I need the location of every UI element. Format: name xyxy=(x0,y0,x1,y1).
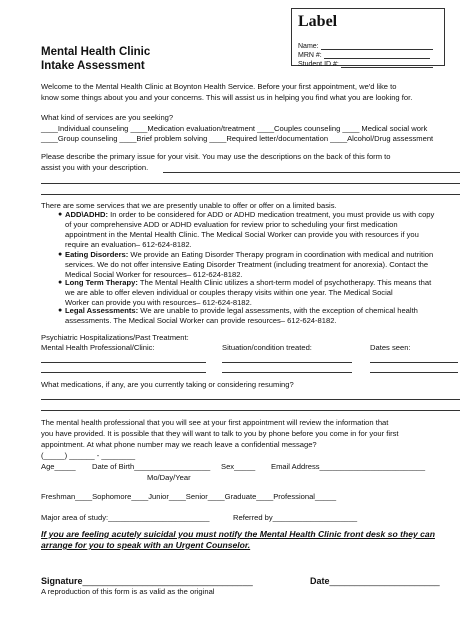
label-box xyxy=(291,8,445,66)
label-student-id-field[interactable] xyxy=(298,61,433,68)
issue-answer-line-3[interactable] xyxy=(41,194,460,195)
eating-line2: services. We do not offer intensive Eating Disorder Treatment (including treatment for anorexia). Contact the xyxy=(65,260,429,269)
suicide-warning: If you are feeling acutely suicidal you must notify the Mental Health Clinic front desk so they can arrange for you to speak with an Urgent Counselor. xyxy=(41,529,435,550)
eating-label: Eating Disorders: xyxy=(65,250,129,259)
eating-line1 xyxy=(65,250,433,259)
form-title-line2: Intake Assessment xyxy=(41,60,145,72)
label-student-id-text: Student ID #: xyxy=(298,61,339,68)
issue-line1: Please describe the primary issue for your visit. You may use the descriptions on the back of this form to xyxy=(41,152,391,161)
email-field[interactable]: Email Address_________________________ xyxy=(271,462,426,471)
age-field[interactable]: Age_____ xyxy=(41,462,76,471)
bullet-icon: ● xyxy=(58,307,63,314)
meds-answer-line-1[interactable] xyxy=(41,399,460,400)
form-title-line1: Mental Health Clinic xyxy=(41,46,151,58)
label-mrn-text: MRN #: xyxy=(298,52,322,59)
long-line1 xyxy=(65,278,431,287)
services-row2[interactable]: ____Group counseling ____Brief problem solving ____Required letter/documentation ____Alcohol/Drug assessment xyxy=(41,134,434,143)
adhd-text1: In order to be considered for ADD or ADHD medication treatment, you must provide us with copy xyxy=(110,210,435,219)
legal-line2: assessments. The Medical Social Worker can provide resources– 612-624-8182. xyxy=(65,316,337,325)
date-label: Date xyxy=(310,576,330,586)
reproduction-note: A reproduction of this form is as valid as the original xyxy=(41,587,215,596)
legal-label: Legal Assessments: xyxy=(65,306,139,315)
phone-line2: you have provided. It is possible that they will want to talk to you by phone before you come in for your first xyxy=(41,429,399,438)
psych-clinic-line-2[interactable] xyxy=(41,372,206,373)
date-field[interactable] xyxy=(310,576,440,586)
adhd-line4: require an evaluation– 612-624-8182. xyxy=(65,240,192,249)
major-field[interactable]: Major area of study:________________________ xyxy=(41,513,210,522)
psych-condition-line-1[interactable] xyxy=(222,362,352,363)
issue-answer-line-1[interactable] xyxy=(163,172,460,173)
psych-col-dates: Dates seen: xyxy=(370,343,411,352)
bullet-icon: ● xyxy=(58,211,63,218)
signature-field[interactable] xyxy=(41,576,253,586)
referred-field[interactable]: Referred by____________________ xyxy=(233,513,358,522)
long-label: Long Term Therapy: xyxy=(65,278,138,287)
intro-line1: Welcome to the Mental Health Clinic at Boynton Health Service. Before your first appointment, we'd like to xyxy=(41,82,397,91)
phone-line3: appointment. At what phone number may we reach leave a confidential message? xyxy=(41,440,317,449)
date-line: ______________________ xyxy=(329,576,440,586)
long-line3: Worker can provide you with resources– 612-624-8182. xyxy=(65,298,252,307)
signature-line: __________________________________ xyxy=(82,576,253,586)
dob-field[interactable]: Date of Birth__________________ xyxy=(92,462,211,471)
adhd-line1 xyxy=(65,210,434,219)
phone-number-field[interactable]: (_____) ______ - ________ xyxy=(41,451,136,460)
adhd-line3: appointment in the Mental Health Clinic. The Medical Social Worker can provide you with resources if you xyxy=(65,230,419,239)
legal-line1 xyxy=(65,306,418,315)
psych-dates-line-1[interactable] xyxy=(370,362,458,363)
issue-line2: assist you with your description. xyxy=(41,163,149,172)
services-question: What kind of services are you seeking? xyxy=(41,113,174,122)
adhd-label: ADD\ADHD: xyxy=(65,210,109,219)
limited-intro: There are some services that we are presently unable to offer or offer on a limited basis. xyxy=(41,201,337,210)
dob-format: Mo/Day/Year xyxy=(147,473,191,482)
label-name-text: Name: xyxy=(298,43,319,50)
psych-dates-line-2[interactable] xyxy=(370,372,458,373)
intro-line2: know some things about you and your concerns. This will assist us in helping you find what you are looking for. xyxy=(41,93,413,102)
signature-label: Signature xyxy=(41,576,83,586)
psych-clinic-line-1[interactable] xyxy=(41,362,206,363)
long-text1: The Mental Health Clinic utilizes a short-term model of psychotherapy. This means that xyxy=(139,278,432,287)
sex-field[interactable]: Sex_____ xyxy=(221,462,256,471)
bullet-icon: ● xyxy=(58,251,63,258)
phone-line1: The mental health professional that you will see at your first appointment will review the information that xyxy=(41,418,389,427)
meds-answer-line-2[interactable] xyxy=(41,410,460,411)
class-year-row[interactable]: Freshman____Sophomore____Junior____Senior____Graduate____Professional_____ xyxy=(41,492,337,501)
psych-title: Psychiatric Hospitalizations/Past Treatment: xyxy=(41,333,189,342)
services-row1[interactable]: ____Individual counseling ____Medication evaluation/treatment ____Couples counseling ____ Medical social work xyxy=(41,124,428,133)
label-mrn-field[interactable] xyxy=(298,52,430,59)
adhd-line2: of your comprehensive ADD or ADHD evaluation for review prior to scheduling your first medication xyxy=(65,220,398,229)
label-title: Label xyxy=(298,13,338,30)
eating-line3: Medical Social Worker for resources– 612-624-8182. xyxy=(65,270,243,279)
label-name-field[interactable] xyxy=(298,43,433,50)
long-line2: we are able to offer eleven individual or couples therapy visits within one year. The Medical Social xyxy=(65,288,393,297)
psych-col-condition: Situation/condition treated: xyxy=(222,343,312,352)
bullet-icon: ● xyxy=(58,279,63,286)
psych-condition-line-2[interactable] xyxy=(222,372,352,373)
meds-question: What medications, if any, are you currently taking or considering resuming? xyxy=(41,380,294,389)
psych-col-clinic: Mental Health Professional/Clinic: xyxy=(41,343,155,352)
legal-text1: We are unable to provide legal assessments, with the exception of chemical health xyxy=(140,306,418,315)
issue-answer-line-2[interactable] xyxy=(41,183,460,184)
eating-text1: We provide an Eating Disorder Therapy program in coordination with medical and nutrition xyxy=(130,250,434,259)
